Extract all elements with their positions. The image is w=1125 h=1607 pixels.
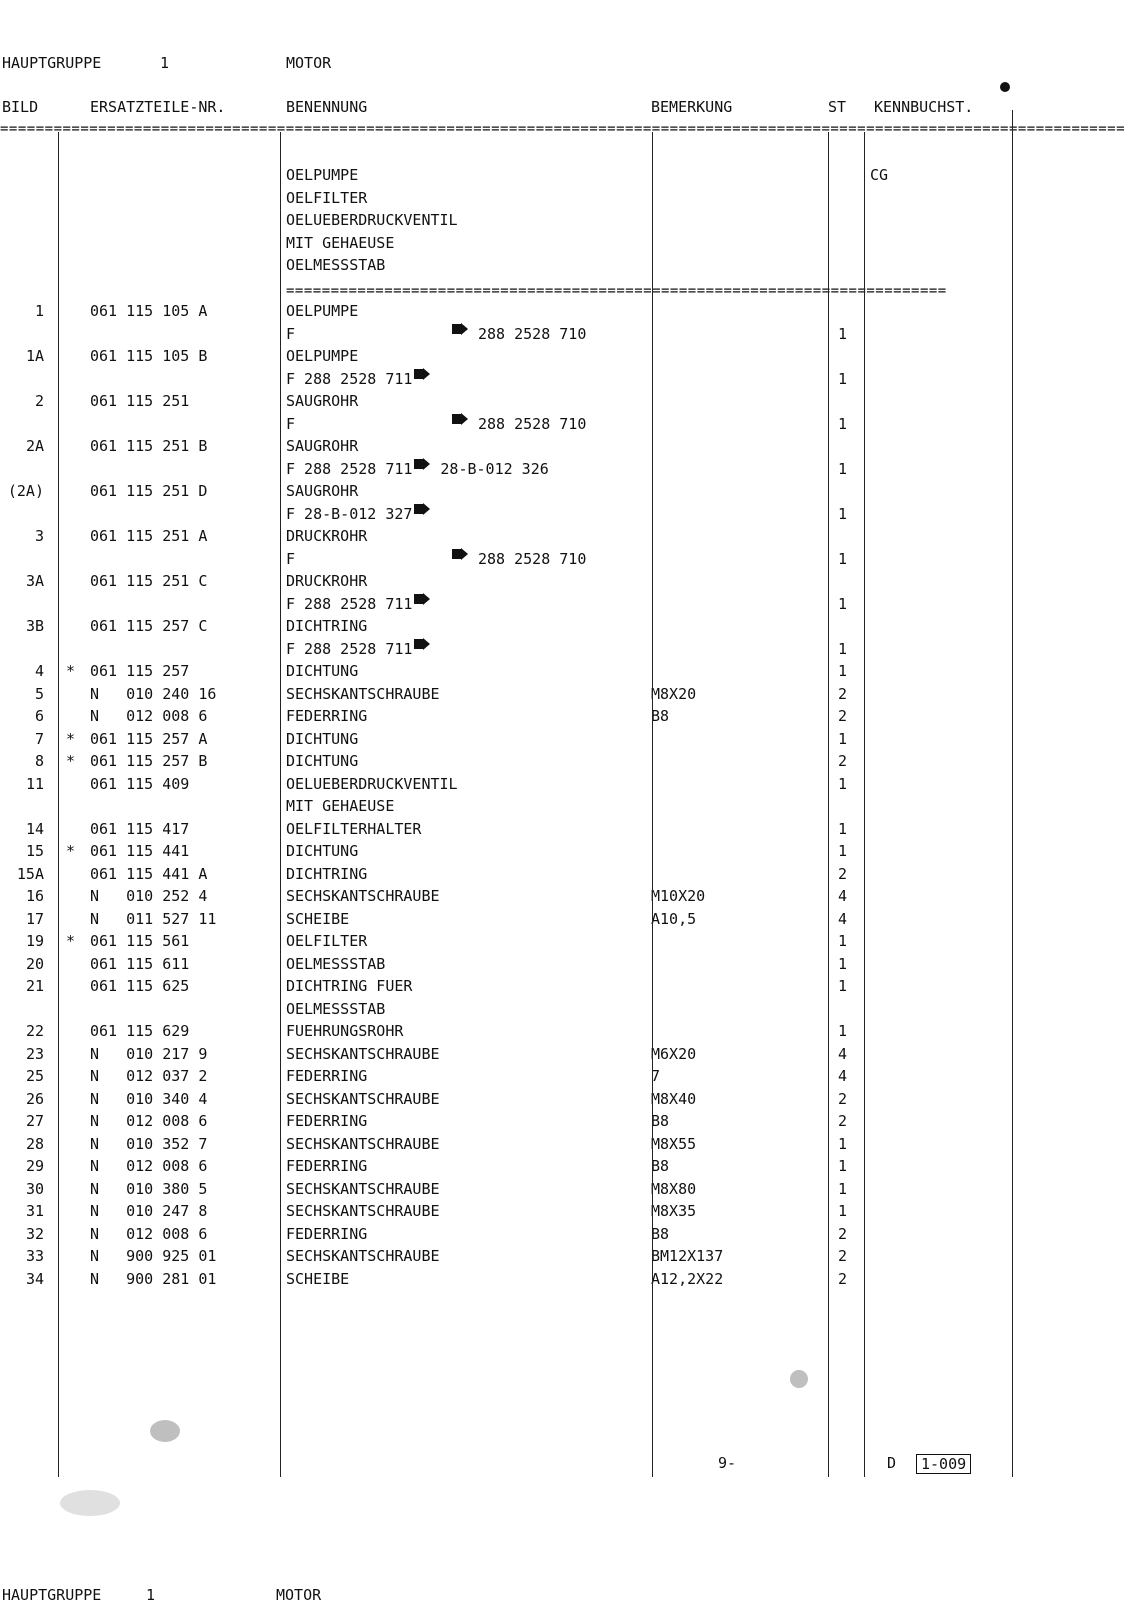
arrow-icon <box>452 548 468 560</box>
cell-bild: 7 <box>34 729 44 748</box>
cell-part-number: 061 115 105 B <box>90 347 208 365</box>
cell-qty: 2 <box>838 684 848 703</box>
cell-bild: 1A <box>25 347 44 365</box>
table-row <box>0 615 1082 638</box>
cell-part-number: N 012 008 6 <box>90 1157 208 1175</box>
cell-name-tail: 28-B-012 326 <box>440 459 549 478</box>
cell-remark: BM12X137 <box>651 1247 724 1265</box>
cell-name: DRUCKROHR <box>286 572 368 590</box>
cell-bild: (2A) <box>7 482 44 500</box>
arrow-icon <box>414 458 430 470</box>
cell-qty: 1 <box>838 954 848 973</box>
table-row <box>0 863 1082 886</box>
table-row <box>0 818 1082 841</box>
table-row <box>0 413 1082 436</box>
cell-qty: 2 <box>838 864 848 883</box>
cell-part-number: 061 115 251 A <box>90 527 208 545</box>
table-row <box>0 1200 1082 1223</box>
table-row <box>0 1133 1082 1156</box>
arrow-icon <box>414 368 430 380</box>
cell-part-number: N 010 217 9 <box>90 1044 208 1063</box>
cell-qty: 2 <box>838 707 848 725</box>
table-row <box>0 930 1082 953</box>
cell-part-number: 061 115 561 <box>90 932 190 950</box>
cell-name: FUEHRUNGSROHR <box>286 1022 404 1040</box>
intro-block <box>286 164 458 277</box>
cell-part-number: 061 115 251 C <box>90 572 208 590</box>
table-row <box>0 1268 1082 1291</box>
cell-qty: 1 <box>838 1157 848 1175</box>
table-row <box>0 840 1082 863</box>
cell-bild: 31 <box>25 1202 44 1220</box>
cell-bild: 27 <box>25 1112 44 1130</box>
cell-bild: 30 <box>25 1179 44 1198</box>
cell-qty: 1 <box>838 842 848 860</box>
cell-name: OELUEBERDRUCKVENTIL <box>286 774 458 793</box>
cell-name: SECHSKANTSCHRAUBE <box>286 1134 440 1153</box>
cell-qty: 1 <box>838 774 848 793</box>
cell-name: FEDERRING <box>286 1157 368 1175</box>
cell-bild: 19 <box>25 932 44 950</box>
cell-part-number: 061 115 611 <box>90 954 190 973</box>
arrow-icon <box>414 593 430 605</box>
group-name: MOTOR <box>286 54 332 72</box>
cell-part-number: 061 115 257 A <box>90 729 208 748</box>
cell-bild: 25 <box>25 1067 44 1085</box>
scan-speck <box>1000 82 1010 92</box>
cell-name: F 288 2528 711 <box>286 459 413 478</box>
cell-name: OELMESSSTAB <box>286 999 386 1018</box>
cell-qty: 4 <box>838 887 848 905</box>
cell-part-number: N 010 240 16 <box>90 684 217 703</box>
cell-qty: 1 <box>838 594 848 613</box>
cell-name: DICHTRING <box>286 864 368 883</box>
table-row <box>0 683 1082 706</box>
cell-name: DRUCKROHR <box>286 527 368 545</box>
header-rule: ============================================================================================================================== <box>0 121 1125 137</box>
cell-marker: * <box>66 932 76 950</box>
table-row <box>0 638 1082 661</box>
cell-name-tail: 288 2528 710 <box>478 549 587 568</box>
cell-part-number: N 010 380 5 <box>90 1179 208 1198</box>
cell-part-number: 061 115 251 B <box>90 437 208 455</box>
cell-bild: 1 <box>34 302 44 320</box>
cell-marker: * <box>66 729 76 748</box>
cell-part-number: N 010 352 7 <box>90 1134 208 1153</box>
cell-part-number: N 010 340 4 <box>90 1089 208 1108</box>
next-group-label: HAUPTGRUPPE <box>2 1586 102 1604</box>
cell-name-tail: 288 2528 710 <box>478 324 587 343</box>
page-number: 9- <box>718 1454 737 1472</box>
table-row <box>0 323 1082 346</box>
cell-qty: 2 <box>838 1224 848 1243</box>
page-reference: 1-009 <box>916 1454 971 1474</box>
table-row <box>0 795 1082 818</box>
cell-bild: 11 <box>25 774 44 793</box>
arrow-icon <box>414 638 430 650</box>
column-header-remark: BEMERKUNG <box>651 98 733 116</box>
cell-qty: 1 <box>838 1202 848 1220</box>
intro-line: OELPUMPE <box>286 166 359 184</box>
intro-code: CG <box>870 166 889 184</box>
table-row <box>0 908 1082 931</box>
table-row <box>0 503 1082 526</box>
cell-qty: 2 <box>838 1247 848 1265</box>
table-row <box>0 1178 1082 1201</box>
cell-bild: 20 <box>25 954 44 973</box>
cell-name: SECHSKANTSCHRAUBE <box>286 1044 440 1063</box>
cell-bild: 33 <box>25 1247 44 1265</box>
cell-name: MIT GEHAEUSE <box>286 797 395 815</box>
intro-line: MIT GEHAEUSE <box>286 233 395 252</box>
cell-qty: 1 <box>838 932 848 950</box>
cell-part-number: 061 115 441 A <box>90 864 208 883</box>
cell-bild: 3 <box>34 527 44 545</box>
cell-remark: M6X20 <box>651 1044 697 1063</box>
column-header-qty: ST <box>828 98 847 116</box>
cell-name: DICHTUNG <box>286 662 359 680</box>
intro-line: OELMESSSTAB <box>286 256 386 274</box>
column-header-name: BENENNUNG <box>286 98 368 116</box>
cell-qty: 1 <box>838 414 848 433</box>
cell-name: SECHSKANTSCHRAUBE <box>286 1089 440 1108</box>
cell-remark: 7 <box>651 1067 661 1085</box>
cell-marker: * <box>66 662 76 680</box>
table-row <box>0 885 1082 908</box>
cell-name: DICHTUNG <box>286 842 359 860</box>
cell-name: SECHSKANTSCHRAUBE <box>286 1247 440 1265</box>
scan-speck <box>150 1420 180 1442</box>
table-row <box>0 1020 1082 1043</box>
cell-marker: * <box>66 752 76 770</box>
cell-qty: 1 <box>838 729 848 748</box>
cell-part-number: 061 115 629 <box>90 1022 190 1040</box>
cell-qty: 1 <box>838 504 848 523</box>
cell-name: F <box>286 549 296 568</box>
table-row <box>0 1155 1082 1178</box>
cell-bild: 2A <box>25 437 44 455</box>
cell-bild: 5 <box>34 684 44 703</box>
cell-qty: 1 <box>838 549 848 568</box>
cell-bild: 16 <box>25 887 44 905</box>
cell-remark: M8X80 <box>651 1179 697 1198</box>
cell-qty: 1 <box>838 1179 848 1198</box>
cell-part-number: 061 115 251 <box>90 392 190 410</box>
cell-name: F 288 2528 711 <box>286 369 413 388</box>
column-divider <box>280 132 281 1477</box>
scan-speck <box>60 1490 120 1516</box>
cell-qty: 1 <box>838 369 848 388</box>
table-row <box>0 1065 1082 1088</box>
arrow-icon <box>452 413 468 425</box>
cell-bild: 2 <box>34 392 44 410</box>
cell-part-number: N 012 008 6 <box>90 1224 208 1243</box>
table-row <box>0 345 1082 368</box>
cell-name: SAUGROHR <box>286 392 359 410</box>
cell-qty: 1 <box>838 639 848 658</box>
cell-bild: 3A <box>25 572 44 590</box>
cell-name: SECHSKANTSCHRAUBE <box>286 1179 440 1198</box>
next-group-number: 1 <box>146 1586 156 1604</box>
cell-qty: 4 <box>838 1044 848 1063</box>
cell-remark: B8 <box>651 707 670 725</box>
cell-qty: 2 <box>838 1089 848 1108</box>
cell-name: OELFILTERHALTER <box>286 819 422 838</box>
table-row <box>0 458 1082 481</box>
table-row <box>0 750 1082 773</box>
column-divider <box>652 132 653 1477</box>
cell-bild: 3B <box>25 617 44 635</box>
cell-remark: M8X40 <box>651 1089 697 1108</box>
cell-part-number: N 900 925 01 <box>90 1247 217 1265</box>
cell-name: SAUGROHR <box>286 482 359 500</box>
cell-name: DICHTUNG <box>286 752 359 770</box>
cell-part-number: 061 115 441 <box>90 842 190 860</box>
table-row <box>0 593 1082 616</box>
column-divider <box>864 132 865 1477</box>
cell-name: SECHSKANTSCHRAUBE <box>286 887 440 905</box>
cell-bild: 26 <box>25 1089 44 1108</box>
cell-remark: M10X20 <box>651 887 706 905</box>
cell-qty: 2 <box>838 1269 848 1288</box>
cell-bild: 29 <box>25 1157 44 1175</box>
cell-bild: 17 <box>25 909 44 928</box>
arrow-icon <box>452 323 468 335</box>
cell-qty: 1 <box>838 819 848 838</box>
cell-name: F <box>286 324 296 343</box>
table-row <box>0 548 1082 571</box>
cell-part-number: 061 115 105 A <box>90 302 208 320</box>
cell-bild: 23 <box>25 1044 44 1063</box>
table-row <box>0 1223 1082 1246</box>
intro-line: OELFILTER <box>286 188 368 207</box>
scan-speck <box>790 1370 808 1388</box>
cell-name: FEDERRING <box>286 707 368 725</box>
cell-name: F <box>286 414 296 433</box>
cell-bild: 28 <box>25 1134 44 1153</box>
cell-remark: B8 <box>651 1157 670 1175</box>
table-row <box>0 570 1082 593</box>
cell-name: F 288 2528 711 <box>286 594 413 613</box>
cell-qty: 4 <box>838 909 848 928</box>
cell-part-number: N 012 037 2 <box>90 1067 208 1085</box>
cell-qty: 2 <box>838 1112 848 1130</box>
next-group-name: MOTOR <box>276 1586 322 1604</box>
cell-bild: 14 <box>25 819 44 838</box>
cell-name: DICHTRING <box>286 617 368 635</box>
cell-part-number: N 012 008 6 <box>90 1112 208 1130</box>
cell-bild: 21 <box>25 977 44 995</box>
cell-bild: 4 <box>34 662 44 680</box>
cell-part-number: 061 115 625 <box>90 977 190 995</box>
cell-bild: 32 <box>25 1224 44 1243</box>
group-label: HAUPTGRUPPE <box>2 54 102 72</box>
cell-part-number: N 011 527 11 <box>90 909 217 928</box>
column-header-code: KENNBUCHST. <box>874 98 974 116</box>
arrow-icon <box>414 503 430 515</box>
cell-part-number: N 900 281 01 <box>90 1269 217 1288</box>
cell-bild: 8 <box>34 752 44 770</box>
cell-marker: * <box>66 842 76 860</box>
table-row <box>0 480 1082 503</box>
cell-qty: 1 <box>838 977 848 995</box>
cell-name: FEDERRING <box>286 1112 368 1130</box>
table-row <box>0 1088 1082 1111</box>
cell-name: OELMESSSTAB <box>286 954 386 973</box>
cell-qty: 1 <box>838 324 848 343</box>
cell-bild: 6 <box>34 707 44 725</box>
column-divider <box>828 132 829 1477</box>
cell-part-number: 061 115 257 B <box>90 752 208 770</box>
column-header-part-no: ERSATZTEILE-NR. <box>90 98 226 116</box>
table-row <box>0 1043 1082 1066</box>
cell-name: F 288 2528 711 <box>286 639 413 658</box>
cell-part-number: 061 115 409 <box>90 774 190 793</box>
cell-remark: B8 <box>651 1112 670 1130</box>
cell-part-number: 061 115 257 C <box>90 617 208 635</box>
cell-remark: M8X20 <box>651 684 697 703</box>
table-row <box>0 728 1082 751</box>
cell-part-number: 061 115 251 D <box>90 482 208 500</box>
group-number: 1 <box>160 54 170 72</box>
cell-name: F 28-B-012 327 <box>286 504 413 523</box>
cell-bild: 15 <box>25 842 44 860</box>
cell-part-number: N 012 008 6 <box>90 707 208 725</box>
table-row <box>0 975 1082 998</box>
footer-letter: D <box>887 1454 897 1472</box>
intro-line: OELUEBERDRUCKVENTIL <box>286 211 458 229</box>
section-rule: ========================================================================== <box>286 283 947 299</box>
cell-remark: M8X55 <box>651 1134 697 1153</box>
table-row <box>0 1245 1082 1268</box>
table-row <box>0 435 1082 458</box>
cell-name: DICHTRING FUER <box>286 977 413 995</box>
cell-bild: 22 <box>25 1022 44 1040</box>
table-row <box>0 390 1082 413</box>
cell-name: SECHSKANTSCHRAUBE <box>286 684 440 703</box>
cell-bild: 34 <box>25 1269 44 1288</box>
cell-qty: 1 <box>838 459 848 478</box>
cell-remark: B8 <box>651 1224 670 1243</box>
cell-name: SCHEIBE <box>286 909 350 928</box>
table-row <box>0 525 1082 548</box>
cell-name: OELPUMPE <box>286 302 359 320</box>
cell-name: OELFILTER <box>286 932 368 950</box>
cell-name: SCHEIBE <box>286 1269 350 1288</box>
table-row <box>0 773 1082 796</box>
cell-part-number: N 010 247 8 <box>90 1202 208 1220</box>
cell-qty: 1 <box>838 1134 848 1153</box>
column-header-bild: BILD <box>2 98 39 116</box>
table-row <box>0 660 1082 683</box>
cell-remark: M8X35 <box>651 1202 697 1220</box>
cell-name: OELPUMPE <box>286 347 359 365</box>
cell-qty: 1 <box>838 662 848 680</box>
cell-qty: 1 <box>838 1022 848 1040</box>
cell-name: FEDERRING <box>286 1224 368 1243</box>
column-divider <box>1012 110 1013 1477</box>
table-row <box>0 998 1082 1021</box>
cell-remark: A10,5 <box>651 909 697 928</box>
cell-remark: A12,2X22 <box>651 1269 724 1288</box>
cell-name: DICHTUNG <box>286 729 359 748</box>
table-row <box>0 1110 1082 1133</box>
cell-name: SAUGROHR <box>286 437 359 455</box>
cell-name: SECHSKANTSCHRAUBE <box>286 1202 440 1220</box>
table-row <box>0 300 1082 323</box>
table-row <box>0 368 1082 391</box>
cell-part-number: 061 115 417 <box>90 819 190 838</box>
cell-name-tail: 288 2528 710 <box>478 414 587 433</box>
cell-qty: 2 <box>838 752 848 770</box>
table-row <box>0 953 1082 976</box>
cell-qty: 4 <box>838 1067 848 1085</box>
cell-part-number: N 010 252 4 <box>90 887 208 905</box>
cell-part-number: 061 115 257 <box>90 662 190 680</box>
cell-bild: 15A <box>16 864 44 883</box>
column-divider <box>58 132 59 1477</box>
table-row <box>0 705 1082 728</box>
cell-name: FEDERRING <box>286 1067 368 1085</box>
